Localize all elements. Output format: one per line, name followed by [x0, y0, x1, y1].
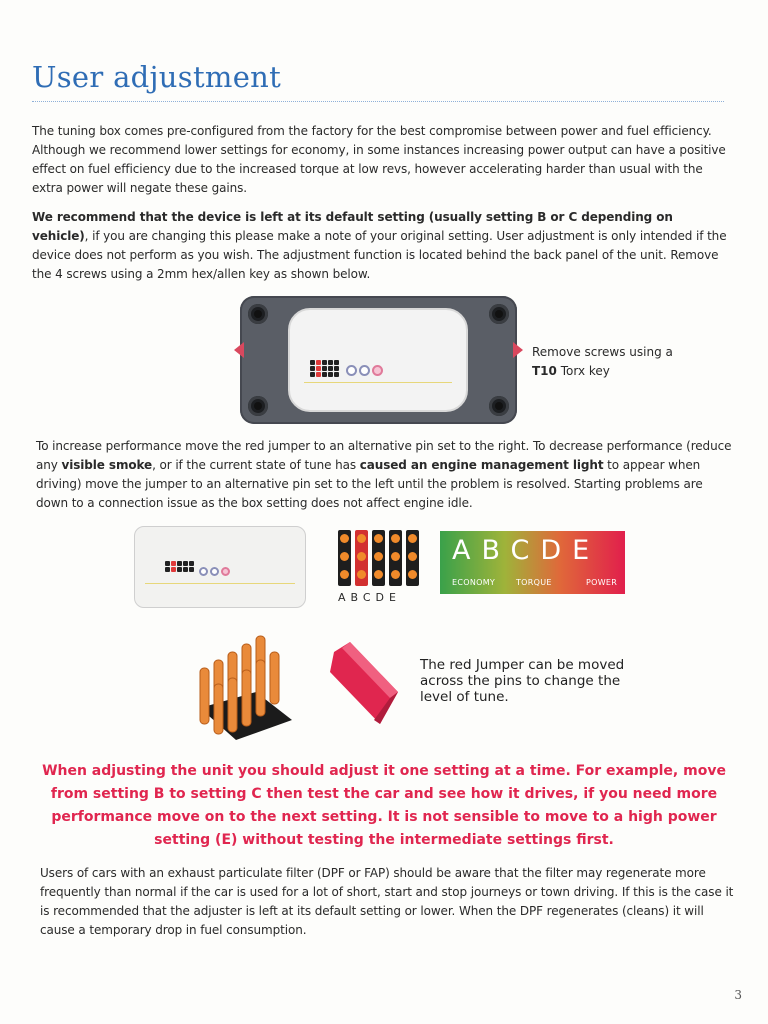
jumper-note: The red Jumper can be moved across the pins to change the level of tune.	[420, 657, 625, 705]
screw-note-key-bold: T10	[532, 364, 557, 378]
recommendation-paragraph	[32, 208, 732, 284]
led-icons	[199, 567, 230, 576]
intro-paragraph: The tuning box comes pre-configured from the factory for the best compromise between power and fuel efficiency. Although we recommend lower settings for economy, in some instances increasing power output can have a positive effect on fuel efficiency due to the increased torque at low revs, however accelerating harder than usual with the extra power will negate these gains.	[32, 124, 726, 195]
pin-column-b-jumper	[355, 530, 368, 586]
pin-column-a	[338, 530, 351, 586]
scale-power-label: POWER	[586, 578, 618, 587]
device-window	[288, 308, 468, 412]
led-icons	[346, 365, 383, 376]
title-rule	[32, 101, 724, 102]
tune-scale-graphic	[440, 531, 625, 594]
screw-note-text: Remove screws using a	[532, 345, 673, 359]
performance-paragraph	[36, 437, 736, 513]
pin-labels: ABCDE	[338, 591, 401, 604]
screw-icon	[489, 396, 509, 416]
perf-text-a: To increase performance move the red jumper to an alternative pin set to the right. To decrease performance (reduce any	[36, 439, 732, 472]
pin-column-d	[389, 530, 402, 586]
screw-icon	[248, 396, 268, 416]
arrow-icon	[234, 342, 244, 358]
pin-column-e	[406, 530, 419, 586]
pin-column-c	[372, 530, 385, 586]
page-title: User adjustment	[32, 60, 282, 94]
perf-bold-light: caused an engine management light	[359, 458, 604, 472]
circuit-line	[304, 382, 452, 383]
circuit-line	[145, 583, 295, 584]
screw-note-key-text: Torx key	[556, 364, 610, 378]
screw-icon	[489, 304, 509, 324]
red-jumper-image	[328, 640, 402, 726]
pin-header-3d-image	[196, 630, 296, 744]
device-back-panel-image	[240, 296, 517, 424]
scale-torque-label: TORQUE	[516, 578, 552, 587]
perf-bold-smoke: visible smoke	[61, 458, 153, 472]
board-closeup-image	[134, 526, 306, 608]
perf-text-c: to appear when driving) move the jumper to an alternative pin set to the left until the problem is resolved. Starting problems are down to a connection issue as the box setting does not affect engine idle.	[36, 458, 703, 510]
scale-letters: ABCDE	[452, 535, 601, 566]
perf-text-b: , or if the current state of tune has	[152, 458, 360, 472]
recommendation-text: , if you are changing this please make a note of your original setting. User adjustment is only intended if the device does not perform as you wish. The adjustment function is located behind the back panel of the unit. Remove the 4 screws using a 2mm hex/allen key as shown below.	[32, 229, 727, 281]
pin-header-icon	[310, 360, 339, 377]
arrow-icon	[513, 342, 523, 358]
page-number: 3	[734, 988, 742, 1002]
screw-note	[532, 343, 702, 381]
screw-icon	[248, 304, 268, 324]
scale-economy-label: ECONOMY	[452, 578, 496, 587]
warning-text: When adjusting the unit you should adjust it one setting at a time. For example, move from setting B to setting C then test the car and see how it drives, if you need more performance move on to the next setting. It is not sensible to move to a high power setting (E) without testing the intermediate settings first.	[42, 763, 726, 848]
jumper-pins-diagram	[338, 530, 419, 586]
pin-header-icon	[165, 561, 194, 572]
dpf-paragraph: Users of cars with an exhaust particulate filter (DPF or FAP) should be aware that the filter may regenerate more frequently than normal if the car is used for a lot of short, start and stop journeys or town driving. If this is the case it is recommended that the adjuster is left at its default setting or lower. When the DPF regenerates (cleans) it will cause a temporary drop in fuel consumption.	[40, 866, 734, 937]
recommendation-bold: We recommend that the device is left at its default setting (usually setting B or C depending on vehicle)	[32, 210, 673, 243]
